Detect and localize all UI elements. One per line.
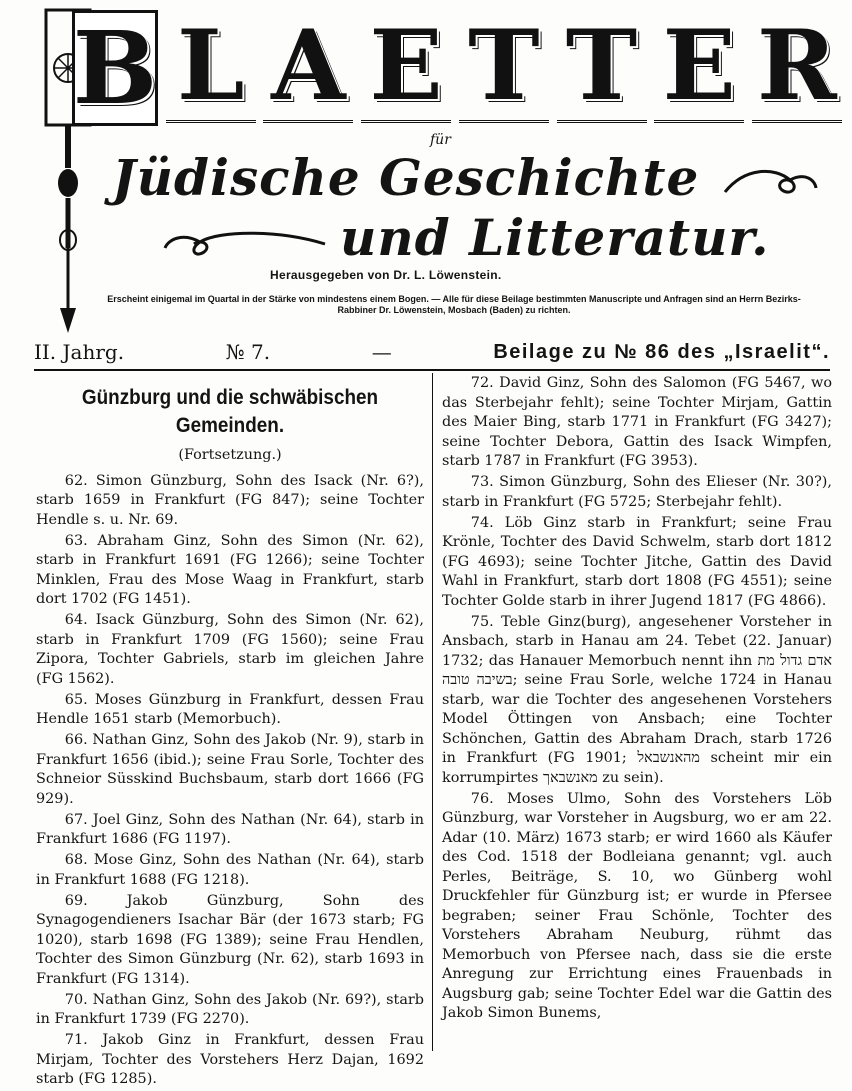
list-item: 64. Isack Günzburg, Sohn des Simon (Nr. 62), starb in Frankfurt 1709 (FG 1560); seine Frau Zipora, Tochter Gabriels, starb im gleichen Jahre (FG 1562). <box>36 612 424 687</box>
list-item: 71. Jakob Ginz in Frankfurt, dessen Frau Mirjam, Tochter des Vorstehers Herz Dajan, 1692 starb (FG 1285). <box>36 1032 424 1087</box>
masthead <box>0 0 852 337</box>
masthead-subtitle-line1: Jüdische Geschichte <box>112 148 700 207</box>
title-letter: A <box>263 10 353 123</box>
swirl-ornament-icon <box>160 222 330 262</box>
title-letter: T <box>459 10 549 123</box>
article-title: Günzburg und die schwäbischen Gemeinden. <box>81 386 379 437</box>
issue-dash: — <box>371 340 392 364</box>
editor-line: Herausgegeben von Dr. L. Löwenstein. <box>270 268 502 282</box>
continuation-note: (Fortsetzung.) <box>178 447 282 463</box>
title-letter: E <box>361 10 451 123</box>
list-item: 65. Moses Günzburg in Frankfurt, dessen Frau Hendle 1651 starb (Memorbuch). <box>36 691 424 727</box>
title-letter: T <box>557 10 647 123</box>
list-item: 74. Löb Ginz starb in Frankfurt; seine Frau Krönle, Tochter des David Schwelm, starb dort 1812 (FG 4693); seine Tochter Jitche, Gattin des David Wahl in Frankfurt, starb dort 1808 (FG 4551); seine Tochter Golde starb in ihrer Jugend 1817 (FG 4866). <box>442 514 832 609</box>
list-item: 69. Jakob Günzburg, Sohn des Synagogendieners Isachar Bär (der 1673 starb; FG 1020), starb 1698 (FG 1389); seine Frau Hendlen, Tochter des Simon Günzburg (Nr. 62), starb 1693 in Frankfurt (FG 1314). <box>36 892 424 987</box>
list-item: 72. David Ginz, Sohn des Salomon (FG 5467, wo das Sterbejahr fehlt); seine Tochter Mirjam, Gattin des Maier Bing, starb 1771 in Frankfurt (FG 3427); seine Tochter Debora, Gattin des Isack Wimpfen, starb 1787 in Frankfurt (FG 3953). <box>442 375 832 469</box>
list-item: 66. Nathan Ginz, Sohn des Jakob (Nr. 9), starb in Frankfurt 1656 (ibid.); seine Frau Sorle, Tochter des Schneior Süsskind Buchsbaum, starb dort 1666 (FG 929). <box>36 732 424 807</box>
list-item: 63. Abraham Ginz, Sohn des Simon (Nr. 62), starb in Frankfurt 1691 (FG 1266); seine Tochter Minklen, Frau des Mose Waag in Frankfurt, starb dort 1702 (FG 1451). <box>36 532 424 607</box>
issue-beilage: Beilage zu № 86 des „Israelit“. <box>493 340 830 363</box>
list-item: 62. Simon Günzburg, Sohn des Isack (Nr. 6?), starb 1659 in Frankfurt (FG 847); seine Tochter Hendle s. u. Nr. 69. <box>36 472 424 528</box>
title-letter: L <box>166 10 256 123</box>
masthead-title <box>72 10 842 130</box>
issue-number: № 7. <box>225 340 271 364</box>
left-column <box>36 374 424 1091</box>
right-column <box>442 374 832 1025</box>
list-item: 73. Simon Günzburg, Sohn des Elieser (Nr. 30?), starb in Frankfurt (FG 5725; Sterbejahr fehlt). <box>442 474 832 510</box>
swirl-ornament-icon <box>720 162 820 202</box>
header-rule <box>34 369 830 371</box>
masthead-subtitle-line2: und Litteratur. <box>340 208 770 267</box>
masthead-fuer: für <box>430 132 451 148</box>
title-letter: E <box>654 10 744 123</box>
title-letter: R <box>752 10 842 123</box>
list-item: 75. Teble Ginz(burg), angesehener Vorsteher in Ansbach, starb in Hanau am 24. Tebet (22. Januar) 1732; das Hanauer Memorbuch nennt ihn אדם גדול מת בשיבה טובה; seine Frau Sorle, welche 1724 in Hanau starb, war die Tochter des angesehenen Vorstehers Model Öttingen von Ansbach; eine Tochter Schönchen, Gattin des Abraham Drach, starb 1726 in Frankfurt (FG 1901; מהאנשבאל scheint mir ein korrumpirtes מאנשבאך zu sein). <box>442 613 833 786</box>
list-item: 70. Nathan Ginz, Sohn des Jakob (Nr. 69?), starb in Frankfurt 1739 (FG 2270). <box>36 991 424 1027</box>
issue-jahrgang: II. Jahrg. <box>34 340 125 364</box>
list-item: 68. Mose Ginz, Sohn des Nathan (Nr. 64), starb in Frankfurt 1688 (FG 1218). <box>36 852 424 888</box>
column-divider <box>432 373 433 1051</box>
list-item: 67. Joel Ginz, Sohn des Nathan (Nr. 64), starb in Frankfurt 1686 (FG 1197). <box>36 811 424 847</box>
title-letter: B <box>72 9 158 127</box>
issue-line <box>34 337 830 367</box>
publication-notice: Erscheint einigemal im Quartal in der Stärke von mindestens einem Bogen. — Alle für diese Beilage bestimmten Manuscripte und Anfragen sind an Herrn Bezirks-Rabbiner Dr. Löwenstein, Mosbach (Baden) zu richten. <box>107 294 801 315</box>
list-item: 76. Moses Ulmo, Sohn des Vorstehers Löb Günzburg, war Vorsteher in Augsburg, wo er am 22. Adar (10. März) 1673 starb; er wird 1660 als Käufer des Cod. 1518 der Bodleiana genannt; vgl. auch Perles, Beiträge, S. 10, wo Günberg wohl Druckfehler für Günzburg ist; er wurde in Pfersee begraben; seiner Frau Schönle, Tochter des Vorstehers Abraham Neuburg, rühmt das Memorbuch von Pfersee nach, dass sie die erste Anregung zur Errichtung eines Frauenbads in Augsburg gab; seine Tochter Edel war die Gattin des Jakob Simon Bunems, <box>442 790 832 1021</box>
